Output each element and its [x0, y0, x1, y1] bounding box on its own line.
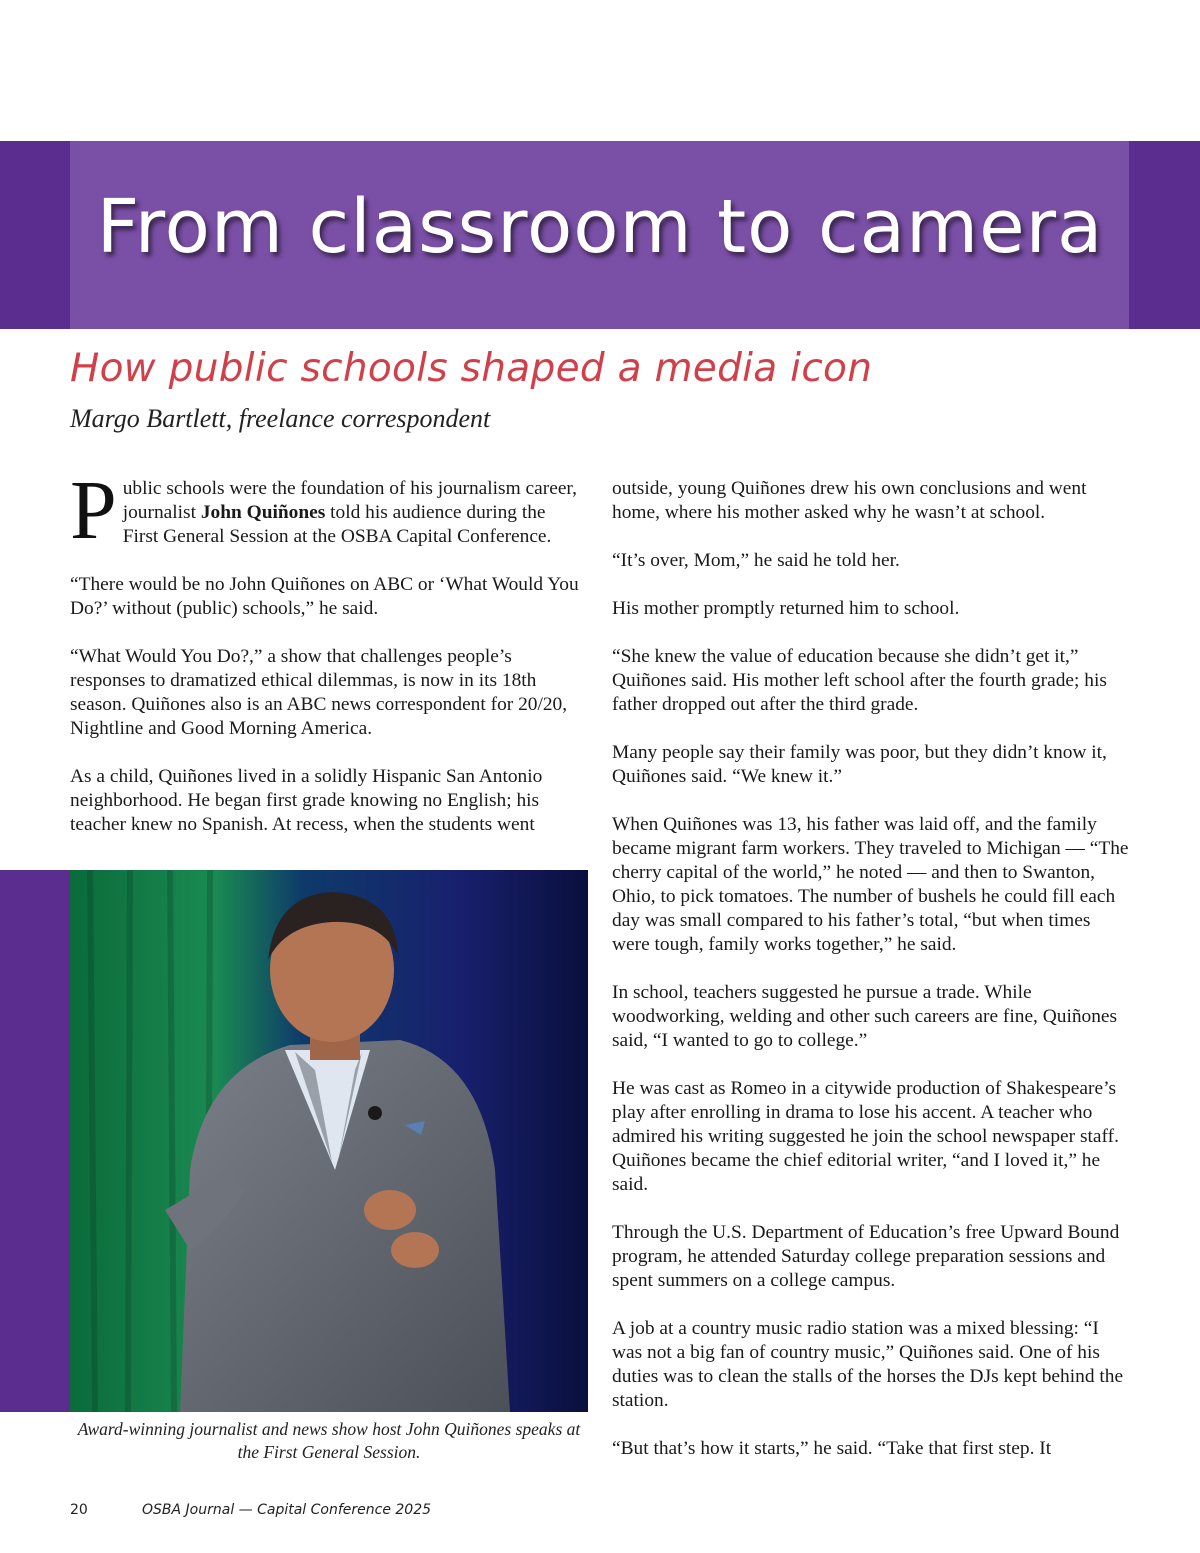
- article-paragraph: His mother promptly returned him to school.: [612, 598, 960, 619]
- article-paragraph: “It’s over, Mom,” he said he told her.: [612, 550, 900, 571]
- article-paragraph: outside, young Quiñones drew his own conclusions and went home, where his mother asked why he wasn’t at school.: [612, 478, 1087, 523]
- photo-accent-bar: [0, 870, 70, 1412]
- article-paragraph: “But that’s how it starts,” he said. “Take that first step. It: [612, 1438, 1052, 1459]
- article-paragraph: When Quiñones was 13, his father was laid off, and the family became migrant farm workers. They traveled to Michigan — “The cherry capital of the world,” he noted — and then to Swanton, Ohio, to pick tomatoes. The number of bushels he could fill each day was small compared to his father’s total, “but when times were tough, family works together,” he said.: [612, 814, 1129, 955]
- article-subtitle: How public schools shaped a media icon: [70, 346, 873, 391]
- photo-caption: Award-winning journalist and news show host John Quiñones speaks at the First General Session.: [77, 1419, 581, 1462]
- article-column-right: [612, 477, 1130, 1485]
- article-paragraph: A job at a country music radio station was a mixed blessing: “I was not a big fan of country music,” Quiñones said. One of his duties was to clean the stalls of the horses the DJs kept behind the station.: [612, 1318, 1124, 1411]
- article-paragraph: In school, teachers suggested he pursue a trade. While woodworking, welding and other such careers are fine, Quiñones said, “I wanted to go to college.”: [612, 982, 1118, 1051]
- person-name: John Quiñones: [200, 502, 326, 523]
- article-paragraph: Many people say their family was poor, but they didn’t know it, Quiñones said. “We knew it.”: [612, 742, 1107, 787]
- drop-cap: P: [70, 464, 117, 557]
- page-title: From classroom to camera: [96, 184, 1104, 270]
- article-paragraph: Through the U.S. Department of Education’s free Upward Bound program, he attended Saturday college preparation sessions and spent summers on a college campus.: [612, 1222, 1120, 1291]
- byline: Margo Bartlett, freelance correspondent: [70, 404, 491, 433]
- article-paragraph: [70, 464, 582, 557]
- publication-name: OSBA Journal — Capital Conference 2025: [142, 1502, 432, 1518]
- article-paragraph: “There would be no John Quiñones on ABC or ‘What Would You Do?’ without (public) schools,” he said.: [70, 574, 579, 619]
- page-number: 20: [70, 1502, 88, 1518]
- speaker-photo: [70, 870, 588, 1412]
- paragraph-text: ublic schools were the foundation of his journalism career, journalist: [122, 478, 577, 523]
- article-paragraph: As a child, Quiñones lived in a solidly Hispanic San Antonio neighborhood. He began first grade knowing no English; his teacher knew no Spanish. At recess, when the students went: [70, 766, 543, 835]
- speaker-photo-illustration: [70, 870, 588, 1412]
- article-column-left: [70, 464, 582, 861]
- paragraph-text: told his audience during the First General Session at the OSBA Capital Conference.: [122, 502, 552, 547]
- article-paragraph: “What Would You Do?,” a show that challenges people’s responses to dramatized ethical dilemmas, is now in its 18th season. Quiñones also is an ABC news correspondent for 20/20, Nightline and Good Morning America.: [70, 646, 568, 739]
- article-paragraph: He was cast as Romeo in a citywide production of Shakespeare’s play after enrolling in drama to lose his accent. A teacher who admired his writing suggested he join the school newspaper staff. Quiñones became the chief editorial writer, “and I loved it,” he said.: [612, 1078, 1119, 1195]
- article-paragraph: “She knew the value of education because she didn’t get it,” Quiñones said. His mother left school after the fourth grade; his father dropped out after the third grade.: [612, 646, 1107, 715]
